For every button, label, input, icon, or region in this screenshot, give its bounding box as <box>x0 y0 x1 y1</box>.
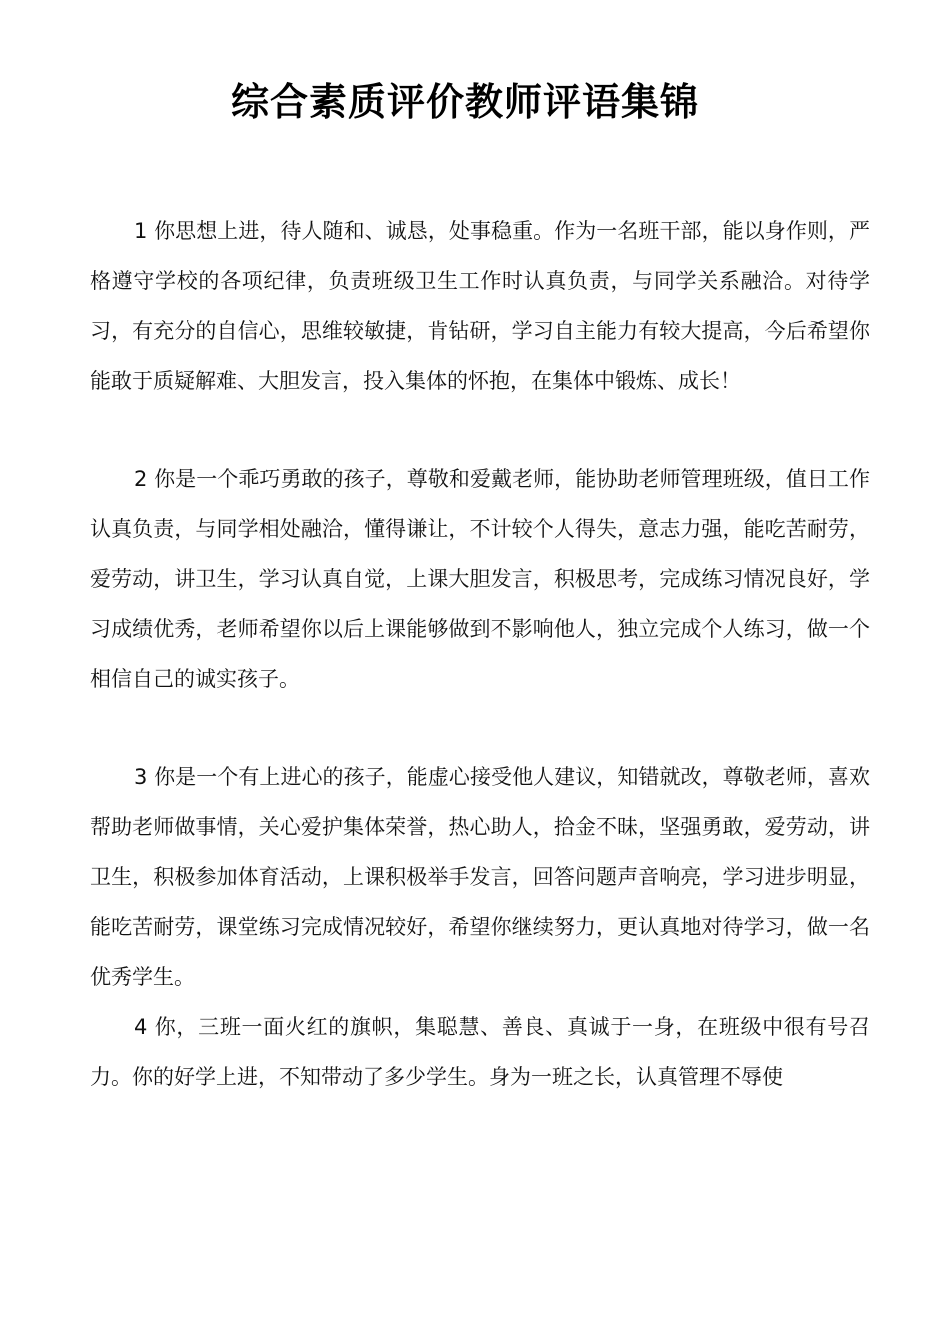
comment-paragraph-3: 3 你是一个有上进心的孩子，能虚心接受他人建议，知错就改，尊敬老师，喜欢帮助老师做事情，关心爱护集体荣誉，热心助人，拾金不昧，坚强勇敢，爱劳动，讲卫生，积极参加体育活动，上课积极举手发言，回答问题声音响亮，学习进步明显，能吃苦耐劳，课堂练习完成情况较好，希望你继续努力，更认真地对待学习，做一名优秀学生。 <box>90 765 870 989</box>
document-title: 综合素质评价教师评语集锦 <box>230 80 699 124</box>
document-body <box>90 206 870 1102</box>
comment-paragraph-4: 4 你，三班一面火红的旗帜，集聪慧、善良、真诚于一身，在班级中很有号召力。你的好学上进，不知带动了多少学生。身为一班之长，认真管理不辱使 <box>90 1015 870 1089</box>
comment-paragraph-1: 1 你思想上进，待人随和、诚恳，处事稳重。作为一名班干部，能以身作则，严格遵守学校的各项纪律，负责班级卫生工作时认真负责，与同学关系融洽。对待学习，有充分的自信心，思维较敏捷，肯钻研，学习自主能力有较大提高，今后希望你能敢于质疑解难、大胆发言，投入集体的怀抱，在集体中锻炼、成长！ <box>90 219 870 393</box>
comment-paragraph-2: 2 你是一个乖巧勇敢的孩子，尊敬和爱戴老师，能协助老师管理班级，值日工作认真负责，与同学相处融洽，懂得谦让，不计较个人得失，意志力强，能吃苦耐劳，爱劳动，讲卫生，学习认真自觉，上课大胆发言，积极思考，完成练习情况良好，学习成绩优秀，老师希望你以后上课能够做到不影响他人，独立完成个人练习，做一个相信自己的诚实孩子。 <box>90 467 870 691</box>
